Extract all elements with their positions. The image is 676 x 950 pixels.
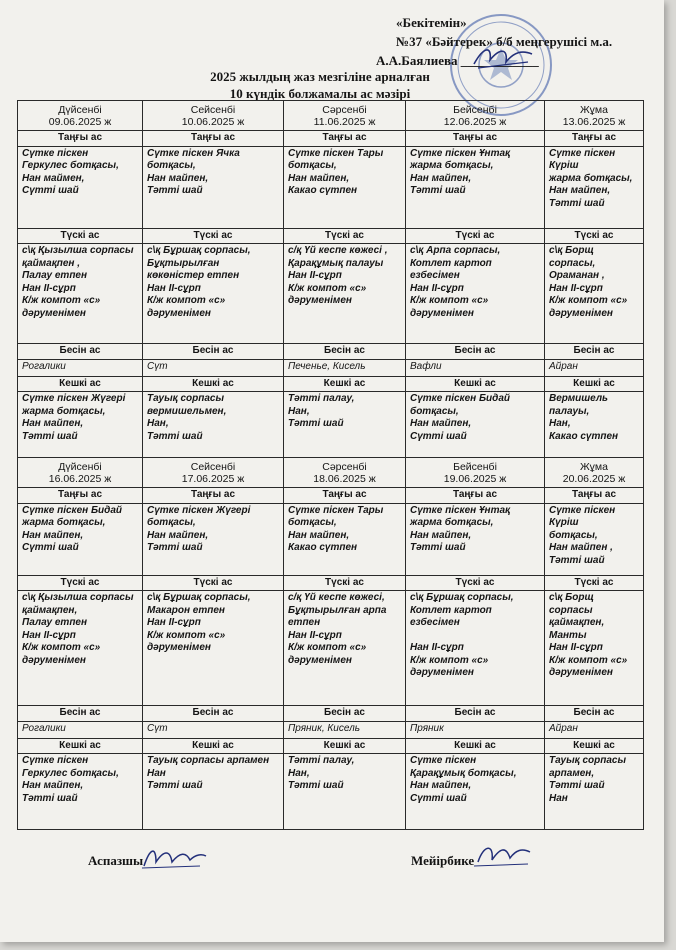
day-header-cell: [406, 101, 545, 131]
dish-line: Сүтті шай: [410, 792, 467, 804]
snack-cell: Пряник: [406, 721, 545, 738]
dish-line: Котлет картоп: [410, 257, 492, 269]
lunch-dish-cell: [545, 591, 644, 706]
day-name: Дүйсенбі: [58, 103, 102, 116]
dish-line: Тауық сорпасы арпамен: [147, 755, 270, 766]
breakfast-dish-cell: [284, 503, 406, 575]
dinner-dish-cell: [18, 754, 143, 830]
meal-label: Таңғы ас: [143, 131, 284, 147]
meal-label: Бесін ас: [406, 344, 545, 360]
day-date: 12.06.2025 ж: [443, 115, 507, 128]
dish-line: Қарақұмық ботқасы,: [410, 767, 517, 779]
day-name: Жұма: [579, 460, 608, 473]
title-line-1: 2025 жылдың жаз мезгіліне арналған: [210, 69, 430, 84]
breakfast-dish-cell: [18, 503, 143, 575]
dish-line: К/ж компот «с»: [288, 642, 367, 653]
meal-label: Түскі ас: [284, 228, 406, 244]
lunch-label-row: [18, 575, 644, 591]
lunch-dish-cell: [284, 591, 406, 706]
dish-line: К/ж компот «с»: [147, 295, 226, 306]
dish-line: Сүтке піскен Жүгері: [22, 393, 126, 404]
nurse-signature: [472, 838, 536, 870]
dish-line: Тәтті палау,: [288, 393, 355, 404]
dish-line: қаймақпен,: [549, 617, 605, 628]
meal-label: Бесін ас: [545, 706, 644, 722]
dish-line: Тауық сорпасы: [147, 393, 225, 404]
dish-line: Сүтті шай: [22, 185, 79, 196]
day-header-cell: [284, 101, 406, 131]
dish-line: с/қ Үй кеспе көжесі,: [288, 592, 385, 603]
dish-line: Нан ІІ-сұрп: [22, 629, 76, 641]
meal-label: Кешкі ас: [284, 376, 406, 392]
meal-label: Бесін ас: [545, 344, 644, 360]
menu-table: [17, 100, 644, 830]
day-name: Сейсенбі: [190, 103, 236, 116]
dish-line: Нан майпен,: [147, 172, 209, 184]
dish-line: Сүтке піскен: [22, 755, 89, 766]
director-signature: [470, 42, 536, 72]
lunch-dish-cell: [143, 591, 284, 706]
dish-line: Тәтті шай: [147, 430, 203, 442]
dish-line: дәруменімен: [288, 295, 352, 306]
dish-line: дәруменімен: [288, 654, 352, 666]
dish-line: Нан ІІ-сұрп: [147, 282, 201, 294]
dish-line: Нан,: [549, 418, 571, 429]
dish-line: Нан майпен,: [147, 529, 209, 541]
meal-label: Кешкі ас: [143, 738, 284, 754]
meal-label: Бесін ас: [143, 344, 284, 360]
cook-signature: [140, 840, 210, 872]
dish-line: К/ж компот «с»: [22, 642, 101, 653]
dish-line: с\қ Қызылша сорпасы: [22, 592, 134, 603]
snack-cell: Сүт: [143, 721, 284, 738]
dish-line: Нан ІІ-сұрп: [410, 282, 464, 294]
approval-line-approved: «Бекітемін»: [396, 15, 467, 30]
dish-line: Нан ІІ-сұрп: [147, 617, 201, 628]
dish-line: Тәтті шай: [22, 430, 78, 442]
breakfast-dish-cell: [545, 146, 644, 228]
dish-line: дәруменімен: [549, 667, 613, 678]
dish-line: Тәтті шай: [147, 780, 203, 791]
cook-signature-label: Аспазшы: [88, 853, 144, 868]
dish-line: Нан майпен,: [410, 418, 472, 429]
day-name: Бейсенбі: [453, 103, 497, 116]
dish-line: Тауық сорпасы: [549, 755, 627, 766]
dish-line: Сүтті шай: [410, 430, 467, 442]
meal-label: Таңғы ас: [545, 131, 644, 147]
dish-line: Тәтті шай: [549, 780, 605, 791]
snack-label-row: [18, 344, 644, 360]
breakfast-dish-cell: [406, 503, 545, 575]
dish-line: ботқасы,: [288, 517, 337, 528]
snack-cell: Печенье, Кисель: [284, 359, 406, 376]
dish-line: қаймақпен ,: [22, 257, 81, 269]
dish-line: Тәтті шай: [410, 185, 466, 196]
snack-dish-row: [18, 359, 644, 376]
snack-cell: Айран: [545, 359, 644, 376]
day-date: 13.06.2025 ж: [562, 115, 626, 128]
breakfast-dish-row: [18, 146, 644, 228]
dish-line: Нан майпен,: [410, 172, 472, 184]
dish-line: Палау етпен: [22, 270, 88, 281]
day-name: Сәрсенбі: [322, 460, 367, 473]
lunch-dish-cell: [143, 244, 284, 344]
meal-label: Бесін ас: [284, 706, 406, 722]
day-date: 18.06.2025 ж: [313, 472, 376, 485]
dish-line: К/ж компот «с»: [288, 282, 367, 294]
breakfast-dish-cell: [18, 146, 143, 228]
day-name: Бейсенбі: [453, 460, 497, 473]
day-date: 19.06.2025 ж: [443, 472, 507, 485]
meal-label: Бесін ас: [18, 344, 143, 360]
dinner-dish-row: [18, 392, 644, 458]
dish-line: Нан ІІ-сұрп: [22, 282, 76, 294]
dish-line: Нан майпен,: [288, 172, 350, 184]
day-date: 20.06.2025 ж: [562, 472, 626, 485]
day-header-cell: [545, 458, 644, 488]
dish-line: көкөністер етпен: [147, 270, 240, 281]
dish-line: Тәтті шай: [288, 418, 344, 429]
dish-line: Бұқтырылған: [147, 257, 220, 269]
snack-dish-row: [18, 721, 644, 738]
meal-label: Кешкі ас: [545, 376, 644, 392]
meal-label: Түскі ас: [284, 575, 406, 591]
dish-line: Тәтті шай: [288, 780, 344, 791]
dinner-dish-row: [18, 754, 644, 830]
dish-line: Геркулес ботқасы,: [22, 767, 119, 779]
meal-label: Таңғы ас: [284, 488, 406, 504]
meal-label: Кешкі ас: [284, 738, 406, 754]
dish-line: Нан: [147, 767, 166, 779]
breakfast-dish-row: [18, 503, 644, 575]
lunch-dish-cell: [284, 244, 406, 344]
dish-line: Нан майпен,: [22, 529, 84, 541]
dish-line: езбесімен: [410, 270, 460, 281]
day-header-cell: [143, 101, 284, 131]
day-name: Дүйсенбі: [58, 460, 102, 473]
day-header-cell: [143, 458, 284, 488]
meal-label: Кешкі ас: [406, 738, 545, 754]
dish-line: [410, 630, 540, 643]
dish-line: дәруменімен: [22, 654, 86, 666]
dish-line: ботқасы,: [410, 405, 459, 417]
meal-label: Таңғы ас: [545, 488, 644, 504]
meal-label: Кешкі ас: [406, 376, 545, 392]
lunch-dish-cell: [18, 591, 143, 706]
breakfast-label-row: [18, 131, 644, 147]
lunch-dish-cell: [545, 244, 644, 344]
dish-line: Нан ІІ-сұрп: [410, 642, 464, 653]
dish-line: жарма ботқасы,: [549, 172, 633, 184]
day-name: Жұма: [579, 103, 608, 116]
approval-line-position: №37 «Бәйтерек» б/б меңгерушісі м.а.: [396, 34, 613, 49]
dish-line: ботқасы,: [549, 529, 598, 541]
dish-line: Нан майпен,: [288, 529, 350, 541]
dinner-label-row: [18, 376, 644, 392]
dish-line: ботқасы,: [147, 160, 196, 171]
dish-line: вермишельмен,: [147, 405, 227, 417]
dish-line: Тәтті шай: [22, 792, 78, 804]
meal-label: Бесін ас: [18, 706, 143, 722]
breakfast-label-row: [18, 488, 644, 504]
dish-line: дәруменімен: [410, 667, 474, 678]
menu-title: [180, 68, 460, 102]
dish-line: дәруменімен: [549, 307, 613, 319]
dish-line: Тәтті шай: [549, 197, 605, 209]
dish-line: Геркулес ботқасы,: [22, 160, 119, 171]
day-name: Сейсенбі: [190, 460, 236, 473]
snack-cell: Рогалики: [18, 721, 143, 738]
dinner-dish-cell: [143, 392, 284, 458]
meal-label: Түскі ас: [143, 575, 284, 591]
meal-label: Түскі ас: [406, 575, 545, 591]
meal-label: Кешкі ас: [18, 738, 143, 754]
dish-line: Сүтке піскен Тары: [288, 504, 384, 516]
dish-line: жарма ботқасы,: [410, 160, 494, 171]
lunch-dish-cell: [406, 244, 545, 344]
dish-line: Сүтке піскен: [410, 755, 477, 766]
dish-line: арпамен,: [549, 767, 595, 779]
approval-line-director: А.А.Баялиева ____________: [376, 53, 539, 68]
snack-cell: Вафли: [406, 359, 545, 376]
dish-line: К/ж компот «с»: [410, 295, 489, 306]
meal-label: Таңғы ас: [406, 488, 545, 504]
dish-line: Макарон етпен: [147, 604, 225, 616]
day-header-cell: [18, 101, 143, 131]
dish-line: с\қ Бұршақ сорпасы,: [147, 592, 251, 603]
meal-label: Түскі ас: [18, 575, 143, 591]
dish-line: Сүтке піскен Күріш: [549, 504, 616, 528]
meal-label: Бесін ас: [406, 706, 545, 722]
dish-line: Сүтке піскен Бидай: [410, 393, 511, 404]
dish-line: К/ж компот «с»: [22, 295, 101, 306]
dish-line: Тәтті шай: [410, 542, 466, 553]
dish-line: жарма ботқасы,: [22, 517, 106, 528]
dish-line: Котлет картоп: [410, 604, 492, 616]
dish-line: Нан,: [288, 767, 310, 779]
day-header-cell: [284, 458, 406, 488]
dish-line: Нан майпен,: [410, 780, 472, 791]
dinner-dish-cell: [18, 392, 143, 458]
dish-line: Тәтті палау,: [288, 755, 355, 766]
meal-label: Таңғы ас: [284, 131, 406, 147]
dish-line: с\қ Арпа сорпасы,: [410, 245, 501, 256]
meal-label: Кешкі ас: [545, 738, 644, 754]
day-header-row: [18, 458, 644, 488]
dish-line: с\қ Бұршақ сорпасы,: [147, 245, 251, 256]
dish-line: Манты: [549, 629, 587, 641]
dish-line: Нан: [549, 792, 568, 804]
dish-line: с\қ Борщ сорпасы,: [549, 245, 596, 269]
dish-line: Нан ІІ-сұрп: [288, 629, 342, 641]
meal-label: Бесін ас: [143, 706, 284, 722]
meal-label: Түскі ас: [545, 228, 644, 244]
dish-line: Какао сүтпен: [288, 185, 358, 196]
day-name: Сәрсенбі: [322, 103, 367, 116]
dish-line: Қарақұмық палауы: [288, 257, 384, 269]
meal-label: Түскі ас: [18, 228, 143, 244]
meal-label: Таңғы ас: [143, 488, 284, 504]
snack-cell: Сүт: [143, 359, 284, 376]
dish-line: К/ж компот «с»: [410, 654, 489, 666]
dinner-dish-cell: [284, 754, 406, 830]
dish-line: қаймақпен,: [22, 604, 78, 616]
dish-line: Бұқтырылған арпа: [288, 604, 387, 616]
dinner-dish-cell: [406, 392, 545, 458]
lunch-dish-cell: [18, 244, 143, 344]
snack-label-row: [18, 706, 644, 722]
dish-line: К/ж компот «с»: [147, 629, 226, 641]
dish-line: езбесімен: [410, 617, 460, 628]
dish-line: Сүтке піскен Ұнтақ: [410, 504, 511, 516]
dish-line: Сүтке піскен Ячка: [147, 147, 240, 159]
snack-cell: Айран: [545, 721, 644, 738]
day-header-row: [18, 101, 644, 131]
dish-line: Сүтке піскен Тары: [288, 147, 384, 159]
day-header-cell: [545, 101, 644, 131]
dinner-dish-cell: [284, 392, 406, 458]
breakfast-dish-cell: [143, 503, 284, 575]
dish-line: Сүтті шай: [22, 542, 79, 553]
dish-line: Тәтті шай: [147, 185, 203, 196]
dish-line: Ораманан ,: [549, 270, 605, 281]
dinner-dish-cell: [406, 754, 545, 830]
dinner-dish-cell: [545, 392, 644, 458]
meal-label: Түскі ас: [406, 228, 545, 244]
dish-line: Нан маймен,: [22, 172, 85, 184]
dish-line: дәруменімен: [410, 307, 474, 319]
dish-line: Нан,: [288, 405, 310, 417]
dish-line: Сүтке піскен: [22, 147, 89, 159]
dish-line: Сүтке піскен Күріш: [549, 147, 616, 171]
snack-cell: Рогалики: [18, 359, 143, 376]
dish-line: Тәтті шай: [549, 554, 605, 566]
meal-label: Бесін ас: [284, 344, 406, 360]
dish-line: с\қ Борщ сорпасы: [549, 592, 594, 616]
dish-line: с\қ Бұршақ сорпасы,: [410, 592, 514, 603]
dish-line: дәруменімен: [22, 307, 86, 319]
dish-line: с\қ Қызылша сорпасы: [22, 245, 134, 256]
dish-line: с/қ Үй кеспе көжесі ,: [288, 245, 388, 256]
dish-line: К/ж компот «с»: [549, 654, 628, 666]
day-header-cell: [406, 458, 545, 488]
breakfast-dish-cell: [545, 503, 644, 575]
dish-line: ботқасы,: [147, 517, 196, 528]
dish-line: Нан ІІ-сұрп: [288, 270, 342, 281]
dish-line: Нан майпен,: [22, 780, 84, 791]
dish-line: Нан майпен,: [22, 418, 84, 429]
dish-line: Сүтке піскен Жүгері: [147, 504, 251, 516]
dish-line: Нан ІІ-сұрп: [549, 642, 603, 653]
meal-label: Таңғы ас: [406, 131, 545, 147]
meal-label: Түскі ас: [143, 228, 284, 244]
lunch-label-row: [18, 228, 644, 244]
nurse-signature-label: Мейірбике: [411, 853, 475, 868]
dish-line: дәруменімен: [147, 307, 211, 319]
dish-line: Нан майпен,: [549, 185, 611, 196]
dish-line: Какао сүтпен: [549, 430, 619, 442]
dinner-dish-cell: [143, 754, 284, 830]
breakfast-dish-cell: [406, 146, 545, 228]
dish-line: етпен: [288, 617, 321, 628]
meal-label: Түскі ас: [545, 575, 644, 591]
lunch-dish-row: [18, 244, 644, 344]
meal-label: Таңғы ас: [18, 131, 143, 147]
dish-line: Вермишель палауы,: [549, 393, 608, 417]
dish-line: Нан,: [147, 418, 169, 429]
snack-cell: Пряник, Кисель: [284, 721, 406, 738]
meal-label: Кешкі ас: [143, 376, 284, 392]
dish-line: Палау етпен: [22, 617, 88, 628]
dish-line: К/ж компот «с»: [549, 295, 628, 306]
day-date: 16.06.2025 ж: [48, 472, 112, 485]
meal-label: Таңғы ас: [18, 488, 143, 504]
dish-line: Тәтті шай: [147, 542, 203, 553]
breakfast-dish-cell: [143, 146, 284, 228]
lunch-dish-row: [18, 591, 644, 706]
dish-line: Сүтке піскен Бидай: [22, 504, 123, 516]
dinner-label-row: [18, 738, 644, 754]
dish-line: Сүтке піскен Ұнтақ: [410, 147, 511, 159]
dish-line: Какао сүтпен: [288, 542, 358, 553]
meal-label: Кешкі ас: [18, 376, 143, 392]
breakfast-dish-cell: [284, 146, 406, 228]
dish-line: дәруменімен: [147, 642, 211, 653]
dish-line: ботқасы,: [288, 160, 337, 171]
dish-line: жарма ботқасы,: [410, 517, 494, 528]
day-date: 17.06.2025 ж: [181, 472, 245, 485]
day-date: 10.06.2025 ж: [181, 115, 245, 128]
day-date: 11.06.2025 ж: [313, 115, 376, 128]
day-date: 09.06.2025 ж: [48, 115, 112, 128]
lunch-dish-cell: [406, 591, 545, 706]
dinner-dish-cell: [545, 754, 644, 830]
title-line-2: 10 күндік болжамалы ас мәзірі: [229, 86, 411, 101]
dish-line: жарма ботқасы,: [22, 405, 106, 417]
dish-line: Нан майпен,: [410, 529, 472, 541]
dish-line: Нан майпен ,: [549, 542, 613, 553]
dish-line: Нан ІІ-сұрп: [549, 282, 603, 294]
day-header-cell: [18, 458, 143, 488]
